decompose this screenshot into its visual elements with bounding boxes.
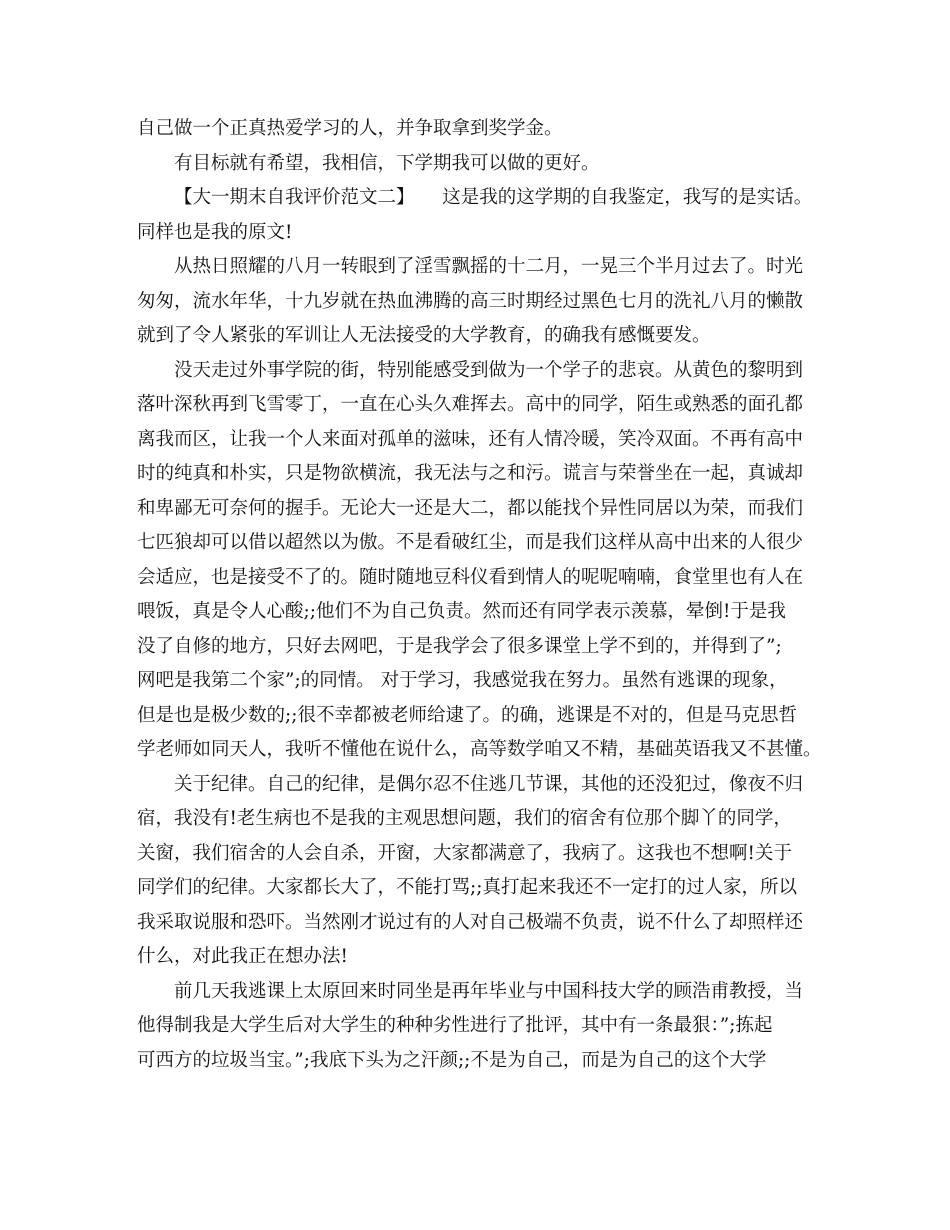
text-line: 落叶深秋再到飞雪零丁，一直在心头久难挥去。高中的同学，陌生或熟悉的面孔都 — [137, 394, 804, 415]
text-line: 我采取说服和恐吓。当然刚才说过有的人对自己极端不负责，说不什么了却照样还 — [137, 911, 804, 933]
text-line: 关于纪律。自己的纪律，是偶尔忍不住逃几节课，其他的还没犯过，像夜不归 — [174, 773, 804, 795]
text-line: 离我而区，让我一个人来面对孤单的滋味，还有人情冷暖，笑冷双面。不再有高中 — [137, 428, 804, 450]
text-line: 他得制我是大学生后对大学生的种种劣性进行了批评，其中有一条最狠：”;拣起 — [137, 1015, 773, 1036]
text-line: 前几天我逃课上太原回来时同坐是再年毕业与中国科技大学的顾浩甫教授，当 — [174, 980, 804, 1002]
text-line: 宿，我没有!老生病也不是我的主观思想问题，我们的宿舍有位那个脚丫的同学， — [137, 808, 792, 829]
text-line: 关窗，我们宿舍的人会自杀，开窗，大家都满意了，我病了。这我也不想啊!关于 — [137, 842, 792, 864]
text-line: 自己做一个正真热爱学习的人，并争取拿到奖学金。 — [137, 118, 563, 139]
text-line: 匆匆，流水年华，十九岁就在热血沸腾的高三时期经过黑色七月的洗礼八月的懒散 — [137, 290, 804, 312]
document-body — [137, 112, 827, 1078]
text-line: 没了自修的地方，只好去网吧，于是我学会了很多课堂上学不到的，并得到了”; — [137, 635, 782, 657]
text-line: 从热日照耀的八月一转眼到了淫雪飘摇的十二月，一晃三个半月过去了。时光 — [174, 256, 804, 277]
text-line: 学老师如同天人，我听不懂他在说什么，高等数学咱又不精，基础英语我又不甚懂。 — [137, 739, 822, 760]
text-line: 同样也是我的原文! — [137, 221, 293, 243]
text-line: 可西方的垃圾当宝。”;我底下头为之汗颜;;不是为自己，而是为自己的这个大学 — [137, 1049, 767, 1071]
text-line: 【大一期末自我评价范文二】 这是我的这学期的自我鉴定，我写的是实话。 — [174, 187, 813, 208]
text-line: 同学们的纪律。大家都长大了，不能打骂;;真打起来我还不一定打的过人家，所以 — [137, 877, 797, 898]
text-line: 七匹狼却可以借以超然以为傲。不是看破红尘，而是我们这样从高中出来的人很少 — [137, 532, 804, 553]
text-line: 但是也是极少数的;;很不幸都被老师给逮了。的确，逃课是不对的，但是马克思哲 — [137, 704, 797, 726]
text-line: 时的纯真和朴实，只是物欲横流，我无法与之和污。谎言与荣誉坐在一起，真诚却 — [137, 463, 804, 484]
text-line: 就到了令人紧张的军训让人无法接受的大学教育，的确我有感慨要发。 — [137, 325, 711, 346]
text-line: 没天走过外事学院的街，特别能感受到做为一个学子的悲哀。从黄色的黎明到 — [174, 359, 804, 381]
text-line: 网吧是我第二个家”;的同情。 对于学习，我感觉我在努力。虽然有逃课的现象， — [137, 670, 788, 691]
text-line: 会适应，也是接受不了的。随时随地豆科仪看到情人的呢呢喃喃，食堂里也有人在 — [137, 566, 804, 588]
text-line: 和卑鄙无可奈何的握手。无论大一还是大二，都以能找个异性同居以为荣，而我们 — [137, 497, 804, 519]
text-line: 喂饭，真是令人心酸;;他们不为自己负责。然而还有同学表示羡慕，晕倒!于是我 — [137, 601, 786, 622]
text-line: 有目标就有希望，我相信，下学期我可以做的更好。 — [174, 152, 600, 174]
text-line: 什么，对此我正在想办法! — [137, 946, 348, 967]
